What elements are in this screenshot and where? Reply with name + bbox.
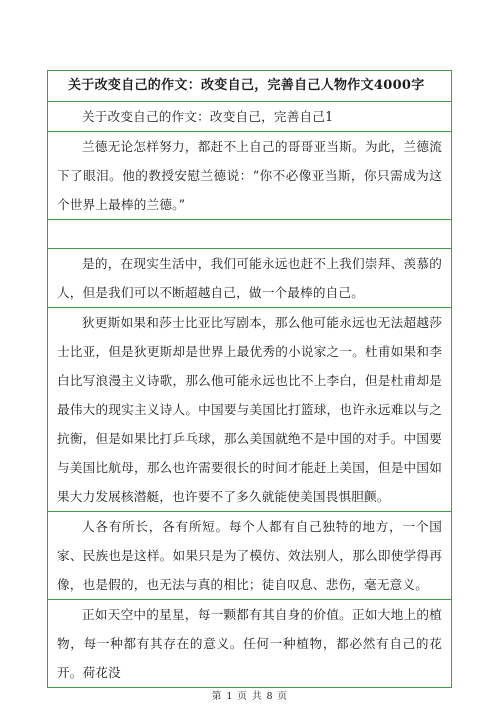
paragraph: 是的，在现实生活中，我们可能永远也赶不上我们崇拜、羡慕的人，但是我们可以不断超越自己，做一个最棒的自己。 xyxy=(48,249,451,308)
paragraph: 正如天空中的星星，每一颗都有其自身的价值。正如大地上的植物，每一种都有其存在的意义。任何一种植物，都必然有自己的花开。荷花没 xyxy=(57,607,442,680)
subtitle-line: 关于改变自己的作文：改变自己，完善自己1 xyxy=(48,102,451,132)
document-table xyxy=(47,70,452,688)
empty-row xyxy=(48,220,451,249)
paragraph: 人各有所长，各有所短。每个人都有自己独特的地方，一个国家、民族也是这样。如果只是为了模仿、效法别人，那么即使学得再像，也是假的，也无法与真的相比；徒自叹息、悲伤，毫无意义。 xyxy=(48,512,451,600)
document-title: 关于改变自己的作文：改变自己，完善自己人物作文4000字 xyxy=(48,71,451,102)
paragraph: 狄更斯如果和莎士比亚比写剧本，那么他可能永远也无法超越莎士比亚，但是狄更斯却是世界上最优秀的小说家之一。杜甫如果和李白比写浪漫主义诗歌，那么他可能永远也比不上李白，但是杜甫却是最伟大的现实主义诗人。中国要与美国比打篮球，也许永远难以与之抗衡，但是如果比打乒乓球，那么美国就绝不是中国的对手。中国要与美国比航母，那么也许需要很长的时间才能赶上美国，但是中国如果大力发展核潜艇，也许要不了多久就能使美国畏惧胆颤。 xyxy=(48,308,451,512)
page-number: 第 1 页 共 8 页 xyxy=(211,691,289,702)
paragraph: 兰德无论怎样努力，都赶不上自己的哥哥亚当斯。为此，兰德流下了眼泪。他的教授安慰兰德说：“你不必像亚当斯，你只需成为这个世界上最棒的兰德。” xyxy=(48,132,451,220)
